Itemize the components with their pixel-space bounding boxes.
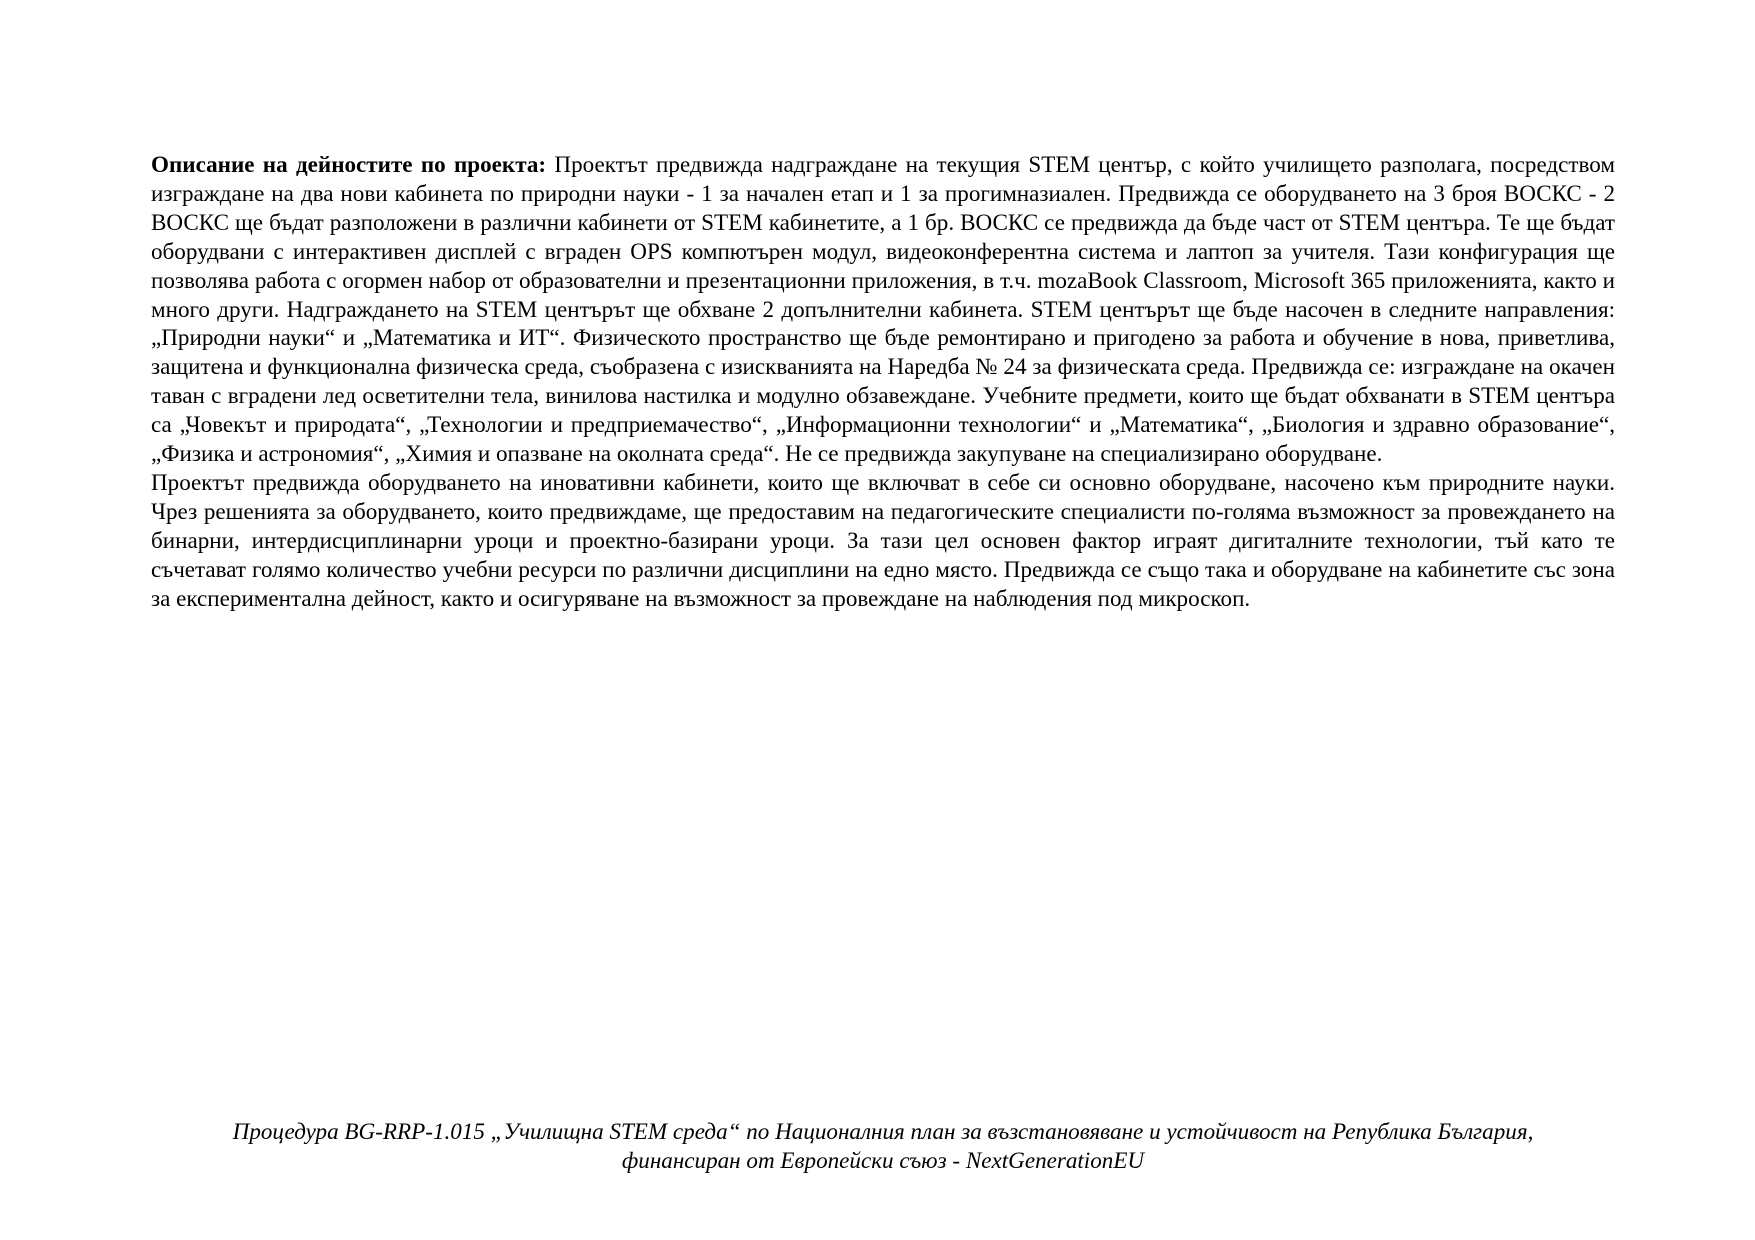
description-paragraph-1 (151, 150, 1615, 468)
footer-line-1: Процедура BG-RRP-1.015 „Училищна STEM среда“ по Националния план за възстановяване и устойчивост на Република България, (232, 1118, 1534, 1144)
description-paragraph-1-text: Проектът предвижда надграждане на текущия STEM център, с който училището разполага, посредством изграждане на два нови кабинета по природни науки - 1 за начален етап и 1 за прогимназиален. Предвижда се оборудването на 3 броя ВОСКС - 2 ВОСКС ще бъдат разположени в различни кабинети от STEM кабинетите, а 1 бр. ВОСКС се предвижда да бъде част от STEM центъра. Те ще бъдат оборудвани с интерактивен дисплей с вграден OPS компютърен модул, видеоконферентна система и лаптоп за учителя. Тази конфигурация ще позволява работа с огормен набор от образователни и презентационни приложения, в т.ч. mozaBook Classroom, Microsoft 365 приложенията, както и много други. Надграждането на STEM центърът ще обхване 2 допълнителни кабинета. STEM центърът ще бъде насочен в следните направления: „Природни науки“ и „Математика и ИТ“. Физическото пространство ще бъде ремонтирано и пригодено за работа и обучение в нова, приветлива, защитена и функционална физическа среда, съобразена с изискванията на Наредба № 24 за физическата среда. Предвижда се: изграждане на окачен таван с вградени лед осветителни тела, винилова настилка и модулно обзавеждане. Учебните предмети, които ще бъдат обхванати в STEM центъра са „Човекът и природата“, „Технологии и предприемачество“, „Информационни технологии“ и „Математика“, „Биология и здравно образование“, „Физика и астрономия“, „Химия и опазване на околната среда“. Не се предвижда закупуване на специализирано оборудване. (151, 151, 1615, 467)
description-paragraph-2: Проектът предвижда оборудването на иновативни кабинети, които ще включват в себе си основно оборудване, насочено към природните науки. Чрез решенията за оборудването, които предвиждаме, ще предоставим на педагогическите специалисти по-голяма възможност за провеждането на бинарни, интердисциплинарни уроци и проектно-базирани уроци. За тази цел основен фактор играят дигиталните технологии, тъй като те съчетават голямо количество учебни ресурси по различни дисциплини на едно място. Предвижда се също така и оборудване на кабинетите със зона за експериментална дейност, както и осигуряване на възможност за провеждане на наблюдения под микроскоп. (151, 468, 1615, 611)
footer-line-2: финансиран от Европейски съюз - NextGenerationEU (621, 1147, 1145, 1173)
project-description (151, 150, 1615, 613)
description-lead-label: Описание на дейностите по проекта: (151, 151, 547, 177)
page-footer (151, 1117, 1615, 1175)
